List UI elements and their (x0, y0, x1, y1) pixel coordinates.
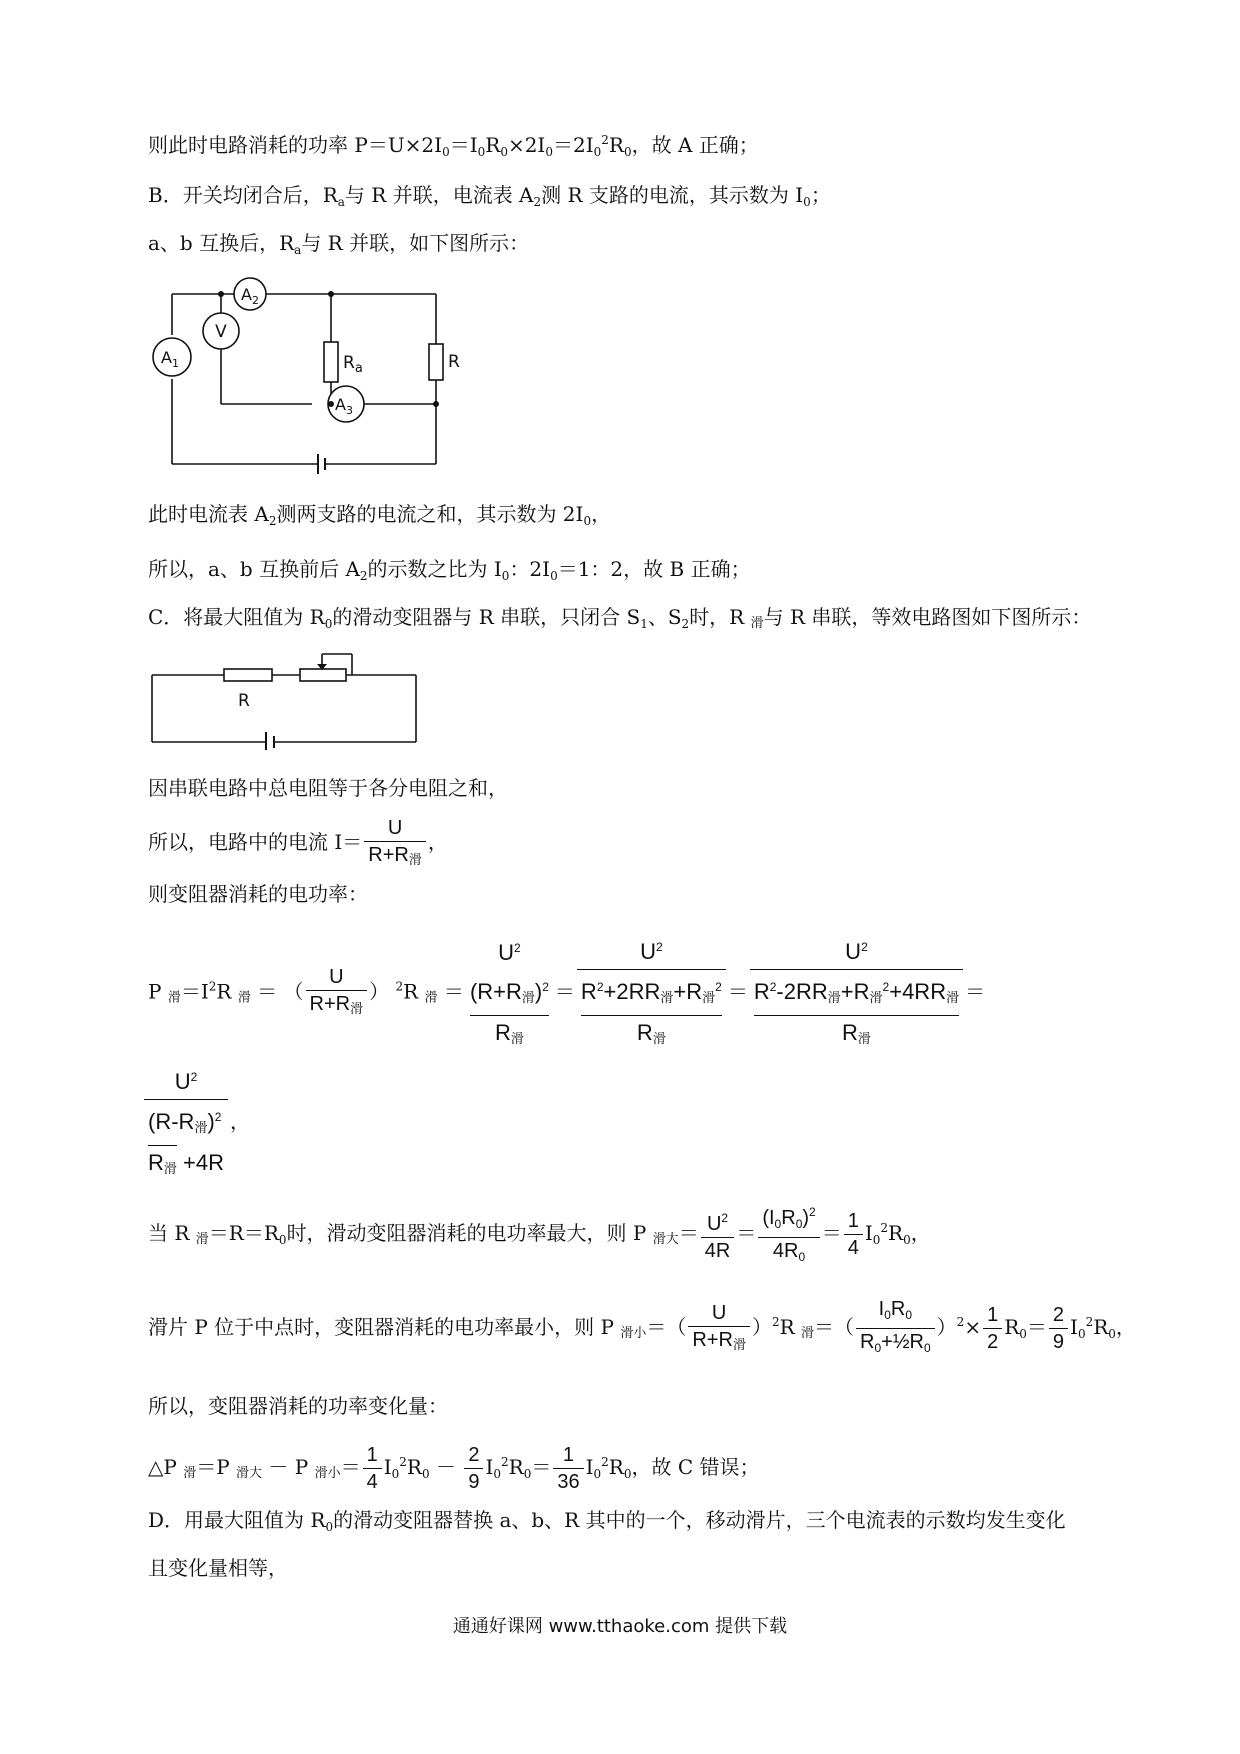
text-line-option-c: C．将最大阻值为 $R_0$的滑动变阻器与 R 串联，只闭合 $S_1$、$S_2$时，R 滑与 R 串联，等效电路图如下图所示： (148, 605, 1092, 631)
text-line-delta-intro: 所以，变阻器消耗的功率变化量： (148, 1394, 448, 1418)
svg-text:A1: $A_1$ (161, 348, 179, 370)
text-line-min-power: 滑片 P 位于中点时，变阻器消耗的电功率最小，则 P 滑小＝（ $\frac{U}{\text{R+R滑}}$ ）$^2$R 滑＝（ $\frac{I_0R_0}{R_0+\frac{1}{2}R_0}$ ）$^2$× $\frac{1}{2}$ $R_0=$ $\frac{2}{9}$ $I_0^2R_0$， (148, 1282, 1136, 1374)
resistor-ra-label: R (343, 353, 355, 373)
resistor-r-label: R (448, 352, 460, 372)
ammeter-a1-label: A (161, 348, 172, 367)
voltmeter-label: V (215, 322, 227, 342)
text-line-option-d: D．用最大阻值为 $R_0$的滑动变阻器替换 a、b、R 其中的一个，移动滑片，三个电流表的示数均发生变化 (148, 1508, 1066, 1534)
text-line-series-rule: 因串联电路中总电阻等于各分电阻之和， (148, 776, 508, 800)
svg-text:A3: $A_3$ (335, 395, 353, 417)
equation-power-simplified: $U^2$ (R-R滑)$^2$ R滑 +4R ， (148, 1060, 250, 1186)
text-line-equal-change: 且变化量相等， (148, 1556, 288, 1580)
series-resistor-r-label: R (238, 691, 250, 711)
ammeter-a2-label: A (241, 285, 252, 304)
text-line-power-intro: 则变阻器消耗的电功率： (148, 882, 368, 906)
text-line-a2-sum: 此时电流表 $A_2$测两支路的电流之和，其示数为 $2I_0$， (148, 502, 612, 528)
ammeter-a3-label: A (335, 395, 346, 414)
page-footer: 通通好课网 www.tthaoke.com 提供下载 (452, 1616, 788, 1637)
text-line-ratio: 所以，a、b 互换前后 $A_2$的示数之比为 $I_0$：$2I_0=1$：2，故 B 正确； (148, 557, 751, 583)
text-line-swap: a、b 互换后，$R_a$与 R 并联，如下图所示： (148, 231, 530, 257)
text-line-delta-power: △P 滑＝P 滑大 － P 滑小＝ $\frac{1}{4}$ $I_0^2R_0$ － $\frac{2}{9}$ $I_0^2R_0=$ $\frac{1}{36}$ $I_0^2R_0$，故 C 错误； (148, 1444, 760, 1493)
svg-text:Ra: $R_a$ (343, 353, 363, 376)
text-line-current: 所以，电路中的电流 I＝ $\frac{U}{\text{R+R滑}}$ ， (148, 812, 448, 873)
text-line-power-a: 则此时电路消耗的功率 $P=U\times 2I_0=I_0R_0\times 2I_0=2I_0^2R_0$，故 A 正确； (148, 133, 759, 159)
series-circuit-diagram (140, 640, 440, 750)
svg-text:A2: $A_2$ (241, 285, 259, 307)
text-line-max-power: 当 R 滑$=R=R_0$时，滑动变阻器消耗的电功率最大，则 P 滑大＝ $\frac{U^2}{4R}$ ＝ $\frac{(I_0R_0)^2}{4R_0}$ ＝ $\frac{1}{4}$ $I_0^2R_0$， (148, 1198, 931, 1270)
equation-power-derivation: P 滑$=I^2R$ 滑 ＝ （ $\frac{U}{\text{R+R滑}}$ ） $^2$R 滑 ＝ $U^2$ (R+R滑)$^2$ R滑 ＝ $U^2$ $R^2+2RR$滑+R滑$^2$ R滑 ＝ $U^2$ $R^2-2RR$滑+R滑$^2$+4RR滑 R滑 ＝ (148, 930, 985, 1056)
text-line-option-b: B．开关均闭合后，$R_a$与 R 并联，电流表 $A_2$测 R 支路的电流，其示数为 $I_0$； (148, 183, 831, 209)
parallel-circuit-diagram (140, 270, 480, 480)
